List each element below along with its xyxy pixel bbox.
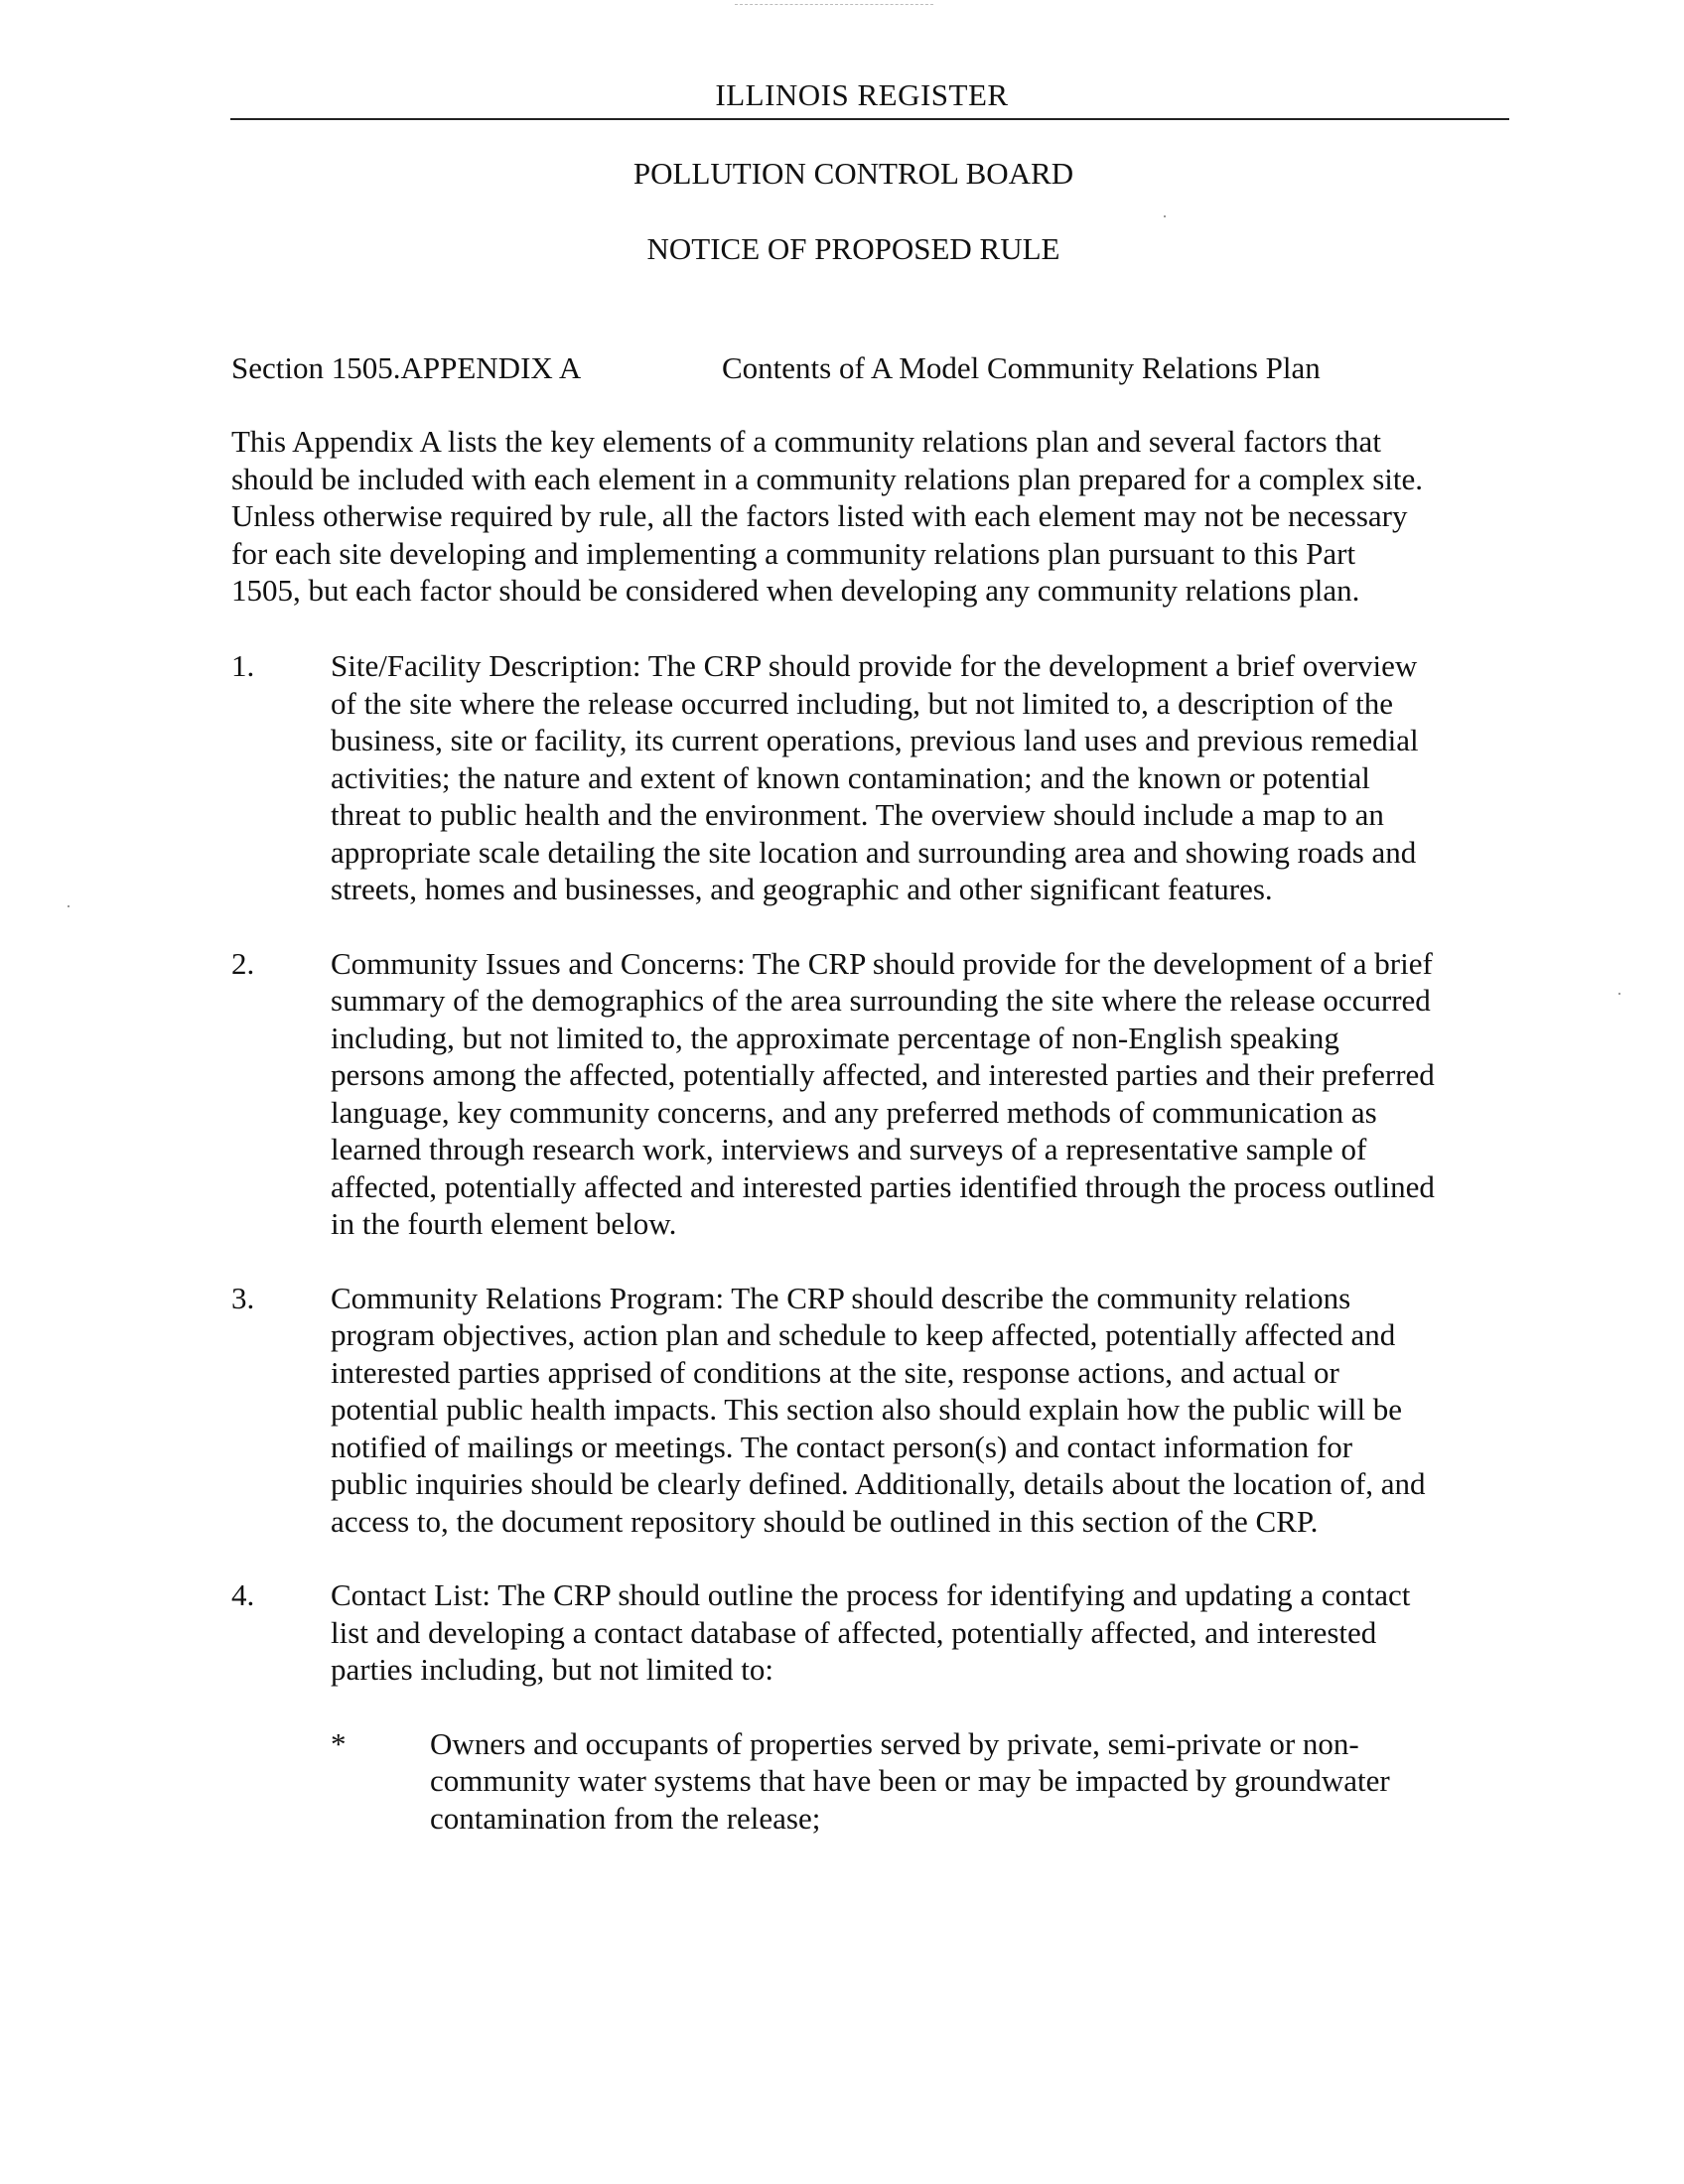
item-line: appropriate scale detailing the site location and surrounding area and showing roads and <box>331 834 1417 870</box>
sub-item-line: contamination from the release; <box>430 1800 821 1836</box>
section-title: Contents of A Model Community Relations Plan <box>722 350 1321 385</box>
sub-item-line: Owners and occupants of properties served by private, semi-private or non- <box>430 1725 1359 1761</box>
notice-title <box>0 231 1684 267</box>
item-line: interested parties apprised of conditions at the site, response actions, and actual or <box>331 1354 1339 1390</box>
item-line: in the fourth element below. <box>331 1206 677 1241</box>
item-number: 1. <box>231 648 255 683</box>
item-line: notified of mailings or meetings. The contact person(s) and contact information for <box>331 1429 1353 1464</box>
item-text <box>331 945 1522 1243</box>
scan-artifact <box>735 4 933 7</box>
intro-line: 1505, but each factor should be considered when developing any community relations plan. <box>231 573 1360 608</box>
board-title-text: POLLUTION CONTROL BOARD <box>632 156 1074 191</box>
list-item <box>231 647 1522 908</box>
item-line: including, but not limited to, the approximate percentage of non-English speaking <box>331 1020 1339 1055</box>
header-rule <box>230 118 1509 120</box>
list-item <box>231 945 1522 1243</box>
item-text <box>331 1280 1522 1541</box>
item-number: 4. <box>231 1577 255 1612</box>
item-line: parties including, but not limited to: <box>331 1652 774 1687</box>
item-line: Community Issues and Concerns: The CRP should provide for the development of a brief <box>331 945 1433 981</box>
intro-line: Unless otherwise required by rule, all the factors listed with each element may not be necessary <box>231 498 1408 533</box>
item-line: summary of the demographics of the area surrounding the site where the release occurred <box>331 983 1431 1018</box>
item-line: access to, the document repository should be outlined in this section of the CRP. <box>331 1503 1319 1539</box>
item-line: program objectives, action plan and schedule to keep affected, potentially affected and <box>331 1317 1396 1352</box>
register-title <box>0 77 1684 113</box>
item-line: persons among the affected, potentially affected, and interested parties and their preferred <box>331 1057 1435 1092</box>
list-item <box>231 1576 1522 1837</box>
sub-item-text <box>430 1725 1522 1838</box>
item-line: list and developing a contact database of affected, potentially affected, and interested <box>331 1614 1377 1650</box>
section-heading <box>231 350 1321 386</box>
item-line: threat to public health and the environment. The overview should include a map to an <box>331 797 1384 832</box>
sub-list-item <box>331 1725 1522 1838</box>
element-list <box>231 647 1522 1873</box>
intro-line: This Appendix A lists the key elements of a community relations plan and several factors that <box>231 424 1381 459</box>
item-line: potential public health impacts. This section also should explain how the public will be <box>331 1392 1403 1427</box>
item-line: streets, homes and businesses, and geographic and other significant features. <box>331 872 1273 906</box>
item-line: Site/Facility Description: The CRP should provide for the development a brief overview <box>331 648 1418 683</box>
section-id: Section 1505.APPENDIX A <box>231 350 582 385</box>
intro-paragraph <box>231 423 1522 610</box>
item-line: of the site where the release occurred including, but not limited to, a description of the <box>331 685 1394 721</box>
notice-title-text: NOTICE OF PROPOSED RULE <box>646 231 1060 266</box>
intro-line: should be included with each element in a community relations plan prepared for a complex site. <box>231 461 1424 496</box>
scan-speck <box>1164 215 1166 217</box>
scan-speck <box>68 905 70 907</box>
intro-line: for each site developing and implementing a community relations plan pursuant to this Part <box>231 535 1356 571</box>
item-line: language, key community concerns, and any preferred methods of communication as <box>331 1094 1377 1130</box>
sub-item-line: community water systems that have been or may be impacted by groundwater <box>430 1763 1390 1798</box>
item-line: affected, potentially affected and interested parties identified through the process outlined <box>331 1168 1435 1204</box>
item-text <box>331 1576 1522 1689</box>
item-line: business, site or facility, its current operations, previous land uses and previous remedial <box>331 723 1419 757</box>
sub-list <box>331 1725 1522 1838</box>
list-item <box>231 1280 1522 1541</box>
item-line: Community Relations Program: The CRP should describe the community relations <box>331 1280 1351 1315</box>
item-line: public inquiries should be clearly defined. Additionally, details about the location of, and <box>331 1466 1426 1501</box>
asterisk-bullet: * <box>331 1725 347 1761</box>
item-line: Contact List: The CRP should outline the process for identifying and updating a contact <box>331 1577 1411 1612</box>
board-title <box>0 156 1684 192</box>
item-text <box>331 647 1522 908</box>
item-line: learned through research work, interviews and surveys of a representative sample of <box>331 1132 1367 1166</box>
register-title-text: ILLINOIS REGISTER <box>715 77 1009 112</box>
item-number: 2. <box>231 945 255 981</box>
item-line: activities; the nature and extent of known contamination; and the known or potential <box>331 759 1370 795</box>
scan-speck <box>1618 993 1620 995</box>
item-number: 3. <box>231 1280 255 1315</box>
